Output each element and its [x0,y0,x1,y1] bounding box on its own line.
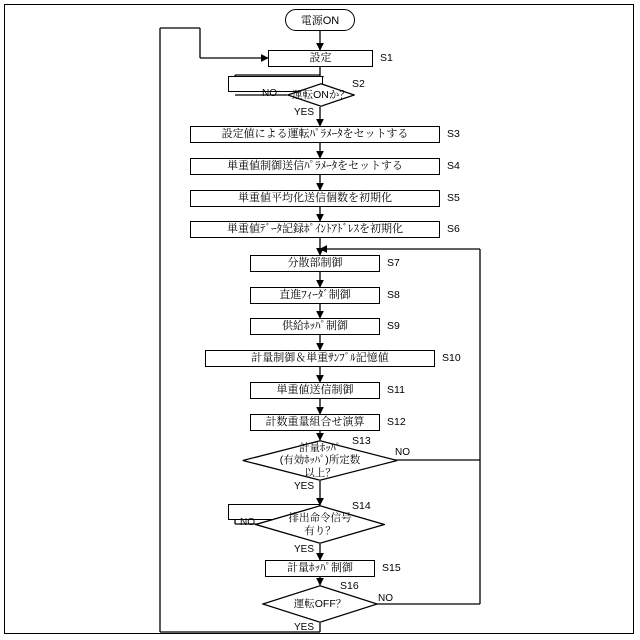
step-label-s6: S6 [447,223,460,235]
step-label-s16: S16 [340,580,359,592]
node-s14-label: 排出命令信号 有り？ [288,512,352,537]
label-no-s14: NO [240,517,255,528]
node-s3 [190,126,440,143]
node-s16 [262,585,378,623]
label-yes-s2: YES [294,107,315,118]
node-s6-label: 単重値ﾃﾞｰﾀ記録ﾎﾟｲﾝﾄｱﾄﾞﾚｽを初期化 [227,223,403,236]
node-s15-label: 計量ﾎｯﾊﾟ制御 [287,562,353,575]
step-label-s10: S10 [442,352,461,364]
step-label-s7: S7 [387,257,400,269]
node-s16-label: 運転OFF？ [293,597,347,610]
node-s9-label: 供給ﾎｯﾊﾟ制御 [282,320,348,333]
node-start-label: 電源ON [300,15,340,27]
label-no-s13: NO [395,447,410,458]
node-s13-label: 計量ﾎｯﾊﾟ (有効ﾎｯﾊﾟ)所定数 以上？ [279,442,361,479]
label-no-s16: NO [378,593,393,604]
node-s4 [190,158,440,175]
node-s11 [250,382,380,399]
node-s5-label: 単重値平均化送信個数を初期化 [238,192,392,205]
step-label-s14: S14 [352,500,371,512]
step-label-s9: S9 [387,320,400,332]
node-s7-label: 分散部制御 [287,257,343,270]
step-label-s4: S4 [447,160,460,172]
step-label-s3: S3 [447,128,460,140]
node-s7 [250,255,380,272]
step-label-s5: S5 [447,192,460,204]
node-s9 [250,318,380,335]
step-label-s15: S15 [382,562,401,574]
node-s6 [190,221,440,238]
node-s12-label: 計数重量組合せ演算 [265,416,365,429]
step-label-s11: S11 [387,384,405,396]
node-s11-label: 単重値送信制御 [276,384,354,397]
label-no-s2: NO [262,88,277,99]
label-yes-s14: YES [294,544,315,555]
node-s5 [190,190,440,207]
step-label-s8: S8 [387,289,400,301]
node-start [285,9,355,31]
node-s2-label: 運転ONか？ [292,88,350,101]
node-s8 [250,287,380,304]
node-s8-label: 直進ﾌｨｰﾀﾞ制御 [279,289,351,302]
step-label-s12: S12 [387,416,406,428]
step-label-s13: S13 [352,435,371,447]
node-s12 [250,414,380,431]
node-s2 [287,83,355,107]
node-s10 [205,350,435,367]
node-s1 [268,50,373,67]
node-s1-label: 設定 [309,52,332,65]
node-s10-label: 計量制御＆単重ｻﾝﾌﾟﾙ記憶値 [251,352,389,365]
node-s4-label: 単重値制御送信ﾊﾟﾗﾒｰﾀをセットする [227,160,403,173]
label-yes-s13: YES [294,481,315,492]
node-s3-label: 設定値による運転ﾊﾟﾗﾒｰﾀをセットする [221,128,409,141]
step-label-s1: S1 [380,52,393,64]
node-s13 [242,440,398,481]
node-s15 [265,560,375,577]
step-label-s2: S2 [352,78,365,90]
label-yes-s16: YES [294,622,315,633]
